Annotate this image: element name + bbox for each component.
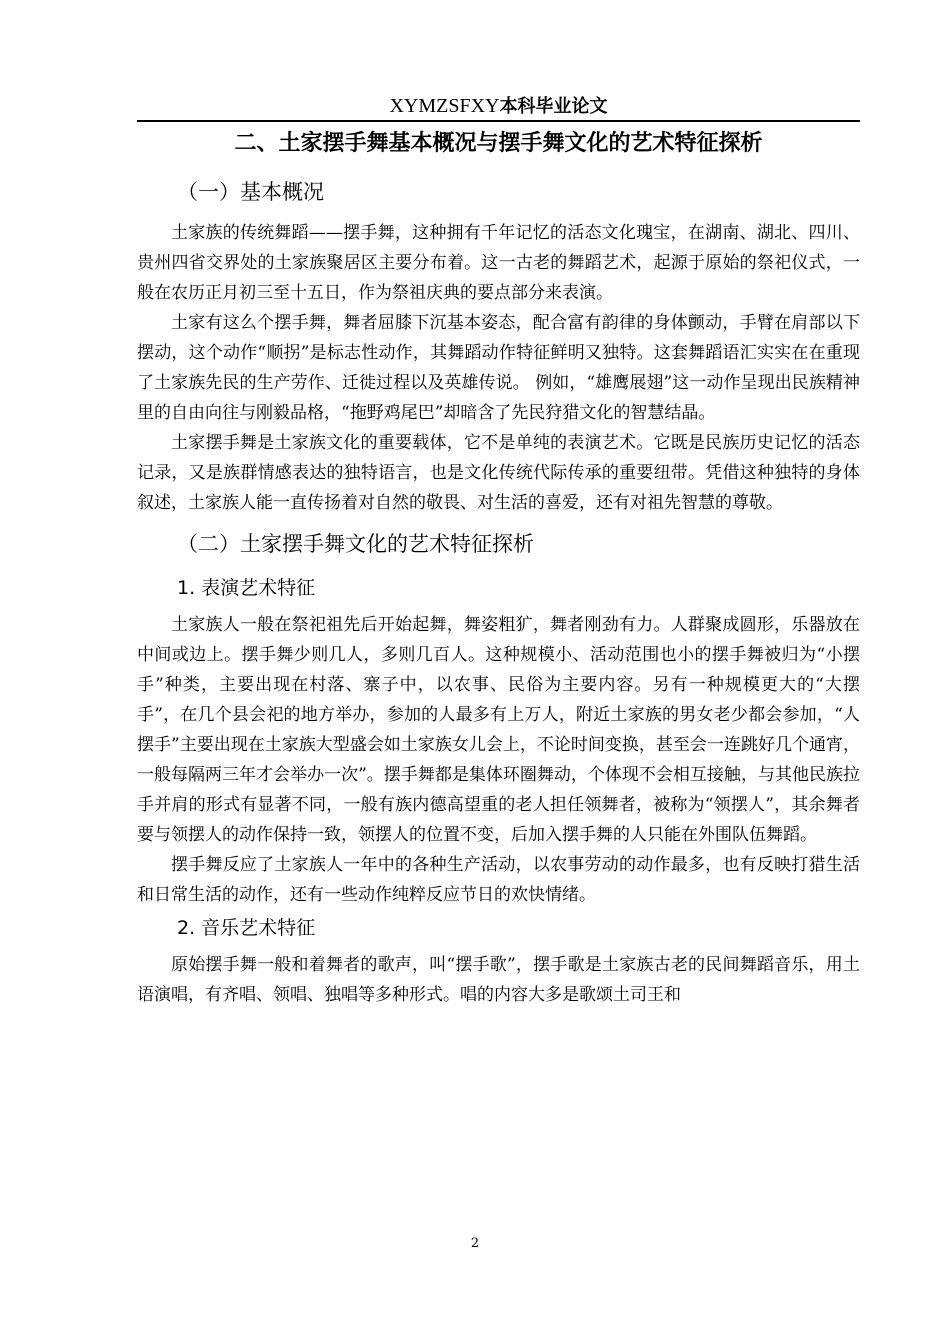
page-header (137, 90, 860, 122)
section-title-basic-overview: （一）基本概况 (177, 180, 324, 204)
section-title-artistic-features: （二）土家摆手舞文化的艺术特征探析 (177, 532, 534, 556)
paragraph: 土家摆手舞是土家族文化的重要载体，它不是单纯的表演艺术。它既是民族历史记忆的活态记录，又是族群情感表达的独特语言，也是文化传统代际传承的重要纽带。凭借这种独特的身体叙述，土家族人能一直传扬着对自然的敬畏、对生活的喜爱，还有对祖先智慧的尊敬。 (137, 433, 860, 513)
paragraph: 土家有这么个摆手舞，舞者屈膝下沉基本姿态，配合富有韵律的身体颤动，手臂在肩部以下摆动，这个动作“顺拐”是标志性动作，其舞蹈动作特征鲜明又独特。这套舞蹈语汇实实在在重现了土家族先民的生产劳作、迁徙过程以及英雄传说。 例如，“雄鹰展翅”这一动作呈现出民族精神里的自由向往与刚毅品格，“拖野鸡尾巴”却暗含了先民狩猎文化的智慧结晶。 (137, 313, 860, 423)
paragraph: 土家族的传统舞蹈——摆手舞，这种拥有千年记忆的活态文化瑰宝，在湖南、湖北、四川、贵州四省交界处的土家族聚居区主要分布着。这一古老的舞蹈艺术，起源于原始的祭祀仪式，一般在农历正月初三至十五日，作为祭祖庆典的要点部分来表演。 (137, 223, 860, 303)
subsection-title-music: 2. 音乐艺术特征 (177, 917, 316, 939)
paragraph: 原始摆手舞一般和着舞者的歌声，叫“摆手歌”，摆手歌是土家族古老的民间舞蹈音乐，用土语演唱，有齐唱、领唱、独唱等多种形式。唱的内容大多是歌颂土司王和 (137, 955, 860, 1005)
chapter-title: 二、土家摆手舞基本概况与摆手舞文化的艺术特征探析 (234, 131, 763, 156)
paragraph: 土家族人一般在祭祀祖先后开始起舞，舞姿粗犷，舞者刚劲有力。人群聚成圆形，乐器放在中间或边上。摆手舞少则几人，多则几百人。这种规模小、活动范围也小的摆手舞被归为“小摆手”种类，主要出现在村落、寨子中，以农事、民俗为主要内容。另有一种规模更大的“大摆手”，在几个县会祀的地方举办，参加的人最多有上万人，附近土家族的男女老少都会参加，“人摆手”主要出现在土家族大型盛会如土家族女儿会上，不论时间变换，甚至会一连跳好几个通宵，一般每隔两三年才会举办一次”。摆手舞都是集体环圈舞动，个体现不会相互接触，与其他民族拉手并肩的形式有显著不同，一般有族内德高望重的老人担任领舞者，被称为“领摆人”，其余舞者要与领摆人的动作保持一致，领摆人的位置不变，后加入摆手舞的人只能在外围队伍舞蹈。 (137, 615, 860, 845)
header-label: 本科毕业论文 (499, 96, 608, 117)
paragraph: 摆手舞反应了土家族人一年中的各种生产活动，以农事劳动的动作最多，也有反映打猎生活和日常生活的动作，还有一些动作纯粹反应节日的欢快情绪。 (137, 855, 860, 905)
subsection-title-performance: 1. 表演艺术特征 (177, 577, 316, 599)
page-number: 2 (470, 1236, 480, 1251)
document-body (137, 120, 860, 1010)
header-code: XYMZSFXY (389, 95, 500, 117)
